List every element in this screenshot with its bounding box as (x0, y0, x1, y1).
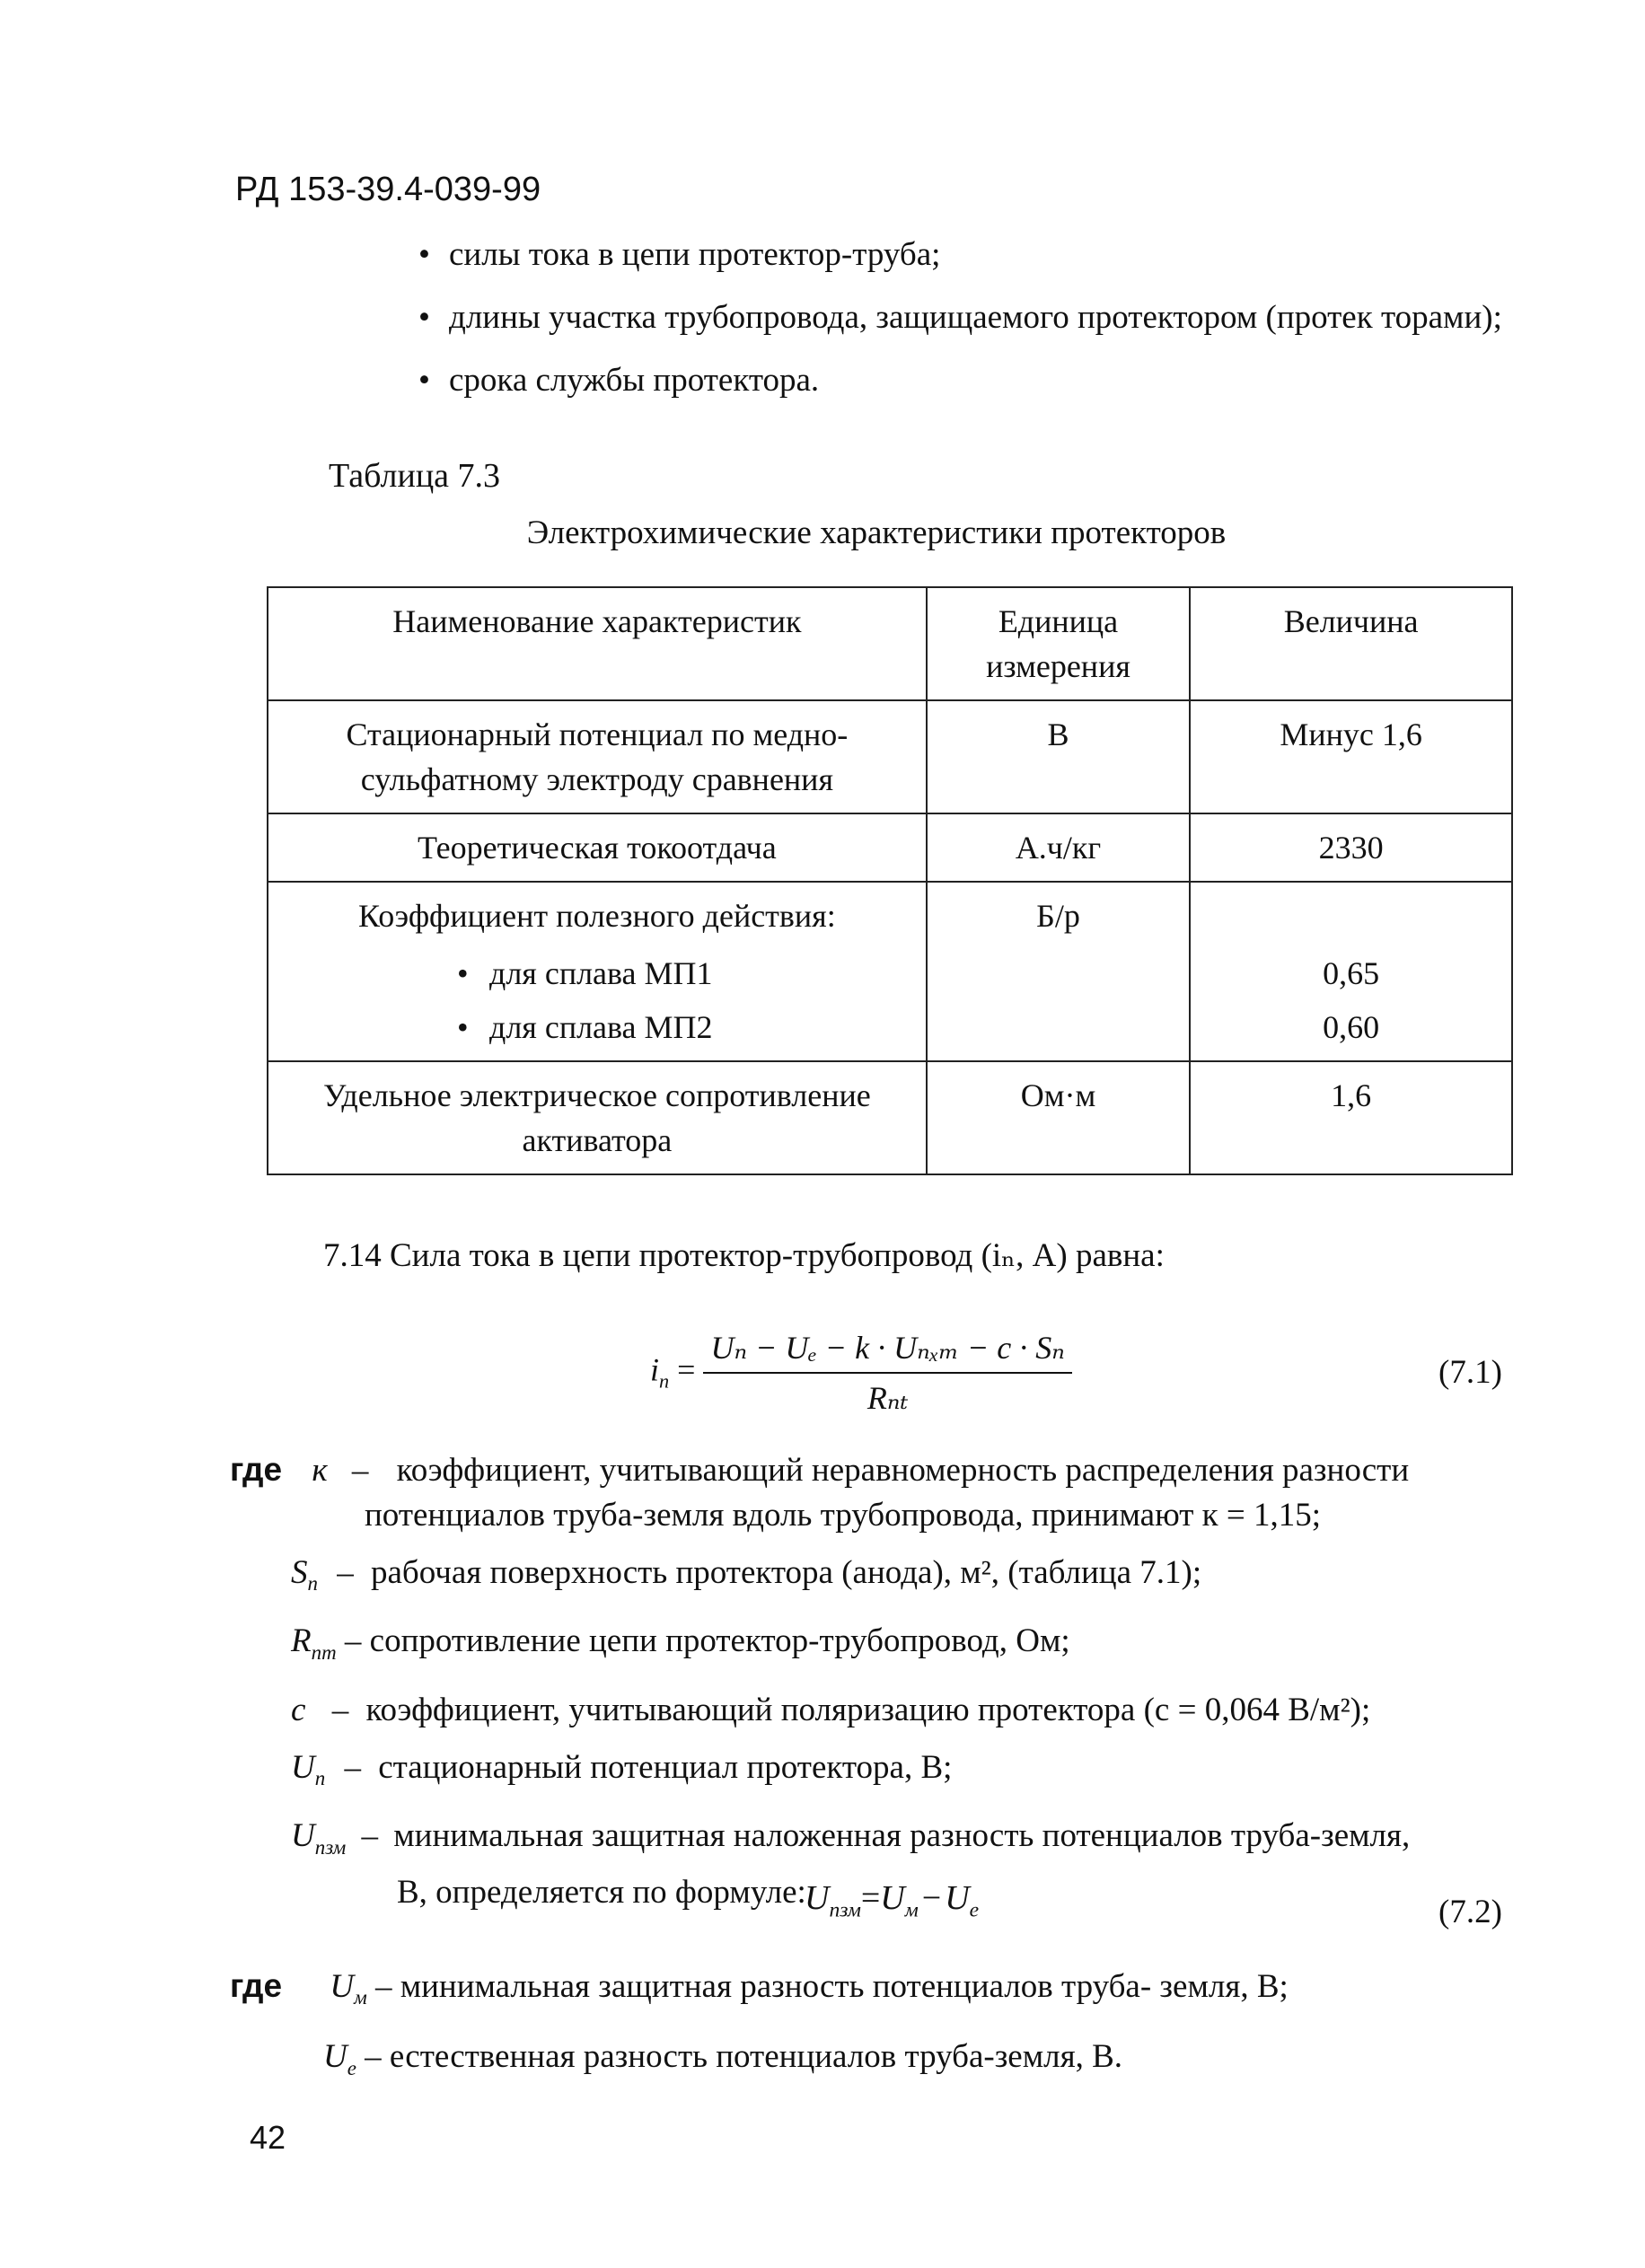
definition-symbol: к (312, 1452, 328, 1489)
formula-term: U (805, 1879, 830, 1917)
fraction-numerator: Uₙ − Uₑ − k · Uₙₓₘ − c · Sₙ (703, 1329, 1071, 1374)
table-cell (268, 882, 927, 1061)
definition-continuation: В, определяется по формуле: (397, 1873, 806, 1911)
table-number: Таблица 7.3 (329, 457, 501, 495)
sub-item: • для сплава МП2 (281, 1005, 913, 1050)
definition-symbol: U (330, 1968, 355, 2005)
table-cell: Б/р (927, 882, 1191, 1061)
definition-dash: – (344, 1748, 361, 1786)
definition-row (230, 1447, 1523, 1538)
table-caption: Электрохимические характеристики протекторов (526, 514, 1227, 551)
definition-dash: – (351, 1452, 369, 1489)
table-cell: Ом·м (927, 1061, 1191, 1174)
definition-row (277, 1551, 1523, 1606)
definition-row (277, 1745, 1523, 1801)
where-label: где (230, 1967, 283, 2004)
definition-symbol: U (323, 2038, 347, 2076)
definition-subscript: е (347, 2056, 356, 2079)
formula-term: U (880, 1879, 905, 1917)
definition-text: коэффициент, учитывающий неравномерность распределения разности (396, 1452, 1410, 1489)
formula-7-2 (805, 1878, 979, 1923)
formula-term-sub: пзм (829, 1898, 861, 1922)
cell-value (1203, 893, 1499, 938)
definition-text: минимальная защитная разность потенциалов труба- земля, В; (400, 1968, 1289, 2005)
definitions-list (230, 1447, 1523, 1928)
table-row (268, 700, 1512, 813)
definition-dash: – (337, 1554, 354, 1591)
bullet-list (418, 232, 1523, 420)
table-row (268, 1061, 1512, 1174)
definition-subscript: пзм (314, 1835, 347, 1859)
sub-value: 0,65 (1323, 955, 1380, 991)
equation-number: (7.2) (1438, 1894, 1502, 1930)
definition-symbol: с (291, 1691, 306, 1728)
where-label: где (230, 1451, 283, 1488)
header-cell: Единица измерения (927, 587, 1191, 700)
definition-dash: – (361, 1817, 378, 1855)
table-cell (1190, 882, 1512, 1061)
definition-symbol: U (291, 1817, 315, 1855)
definition-text: коэффициент, учитывающий поляризацию протектора (с = 0,064 В/м²); (365, 1691, 1371, 1728)
definitions-list-2 (230, 1963, 1523, 2105)
definition-dash: – (331, 1691, 349, 1728)
formula-eq: = (860, 1879, 881, 1917)
definition-symbol: S (291, 1554, 308, 1591)
table-cell: Минус 1,6 (1190, 700, 1512, 813)
definition-continuation: потенциалов труба-земля вдоль трубопровода, принимают к = 1,15; (365, 1497, 1322, 1534)
formula-minus: − (921, 1879, 942, 1917)
definition-text: рабочая поверхность протектора (анода), м², (таблица 7.1); (370, 1554, 1202, 1591)
definition-text: стационарный потенциал протектора, В; (378, 1748, 953, 1786)
definition-dash: – (344, 1622, 362, 1660)
definition-subscript: п (314, 1767, 326, 1790)
header-cell: Величина (1190, 587, 1512, 700)
fraction (703, 1329, 1071, 1417)
table-cell: 1,6 (1190, 1061, 1512, 1174)
definition-text: сопротивление цепи протектор-трубопровод, Ом; (369, 1622, 1070, 1660)
table-cell: Теоретическая токоотдача (268, 813, 927, 882)
definition-text: естественная разность потенциалов труба-земля, В. (389, 2038, 1123, 2076)
formula-term: U (945, 1879, 970, 1917)
table-cell: А.ч/кг (927, 813, 1191, 882)
table-row (268, 813, 1512, 882)
sub-item: • для сплава МП1 (281, 951, 913, 996)
definition-subscript: пт (311, 1640, 337, 1664)
cell-title: Коэффициент полезного действия: (358, 898, 836, 934)
section-7-14: 7.14 Сила тока в цепи протектор-трубопровод (iₙ, А) равна: (323, 1237, 1165, 1274)
characteristics-table (267, 586, 1513, 1175)
definition-subscript: м (354, 1986, 367, 2009)
equation-number: (7.1) (1438, 1354, 1502, 1391)
table-header-row (268, 587, 1512, 700)
formula-lhs: i (650, 1351, 660, 1388)
definition-symbol: R (291, 1622, 312, 1660)
table-cell: В (927, 700, 1191, 813)
definition-row (230, 1963, 1523, 2021)
fraction-denominator: Rₙₜ (866, 1380, 909, 1416)
formula-lhs-sub: п (659, 1369, 670, 1393)
sub-value: 0,60 (1323, 1009, 1380, 1045)
formula-7-1: $i_п$ = $\frac{\text{Uₙ − Uₑ − k · Uₙₓₘ − c · Sₙ}}{\text{Rₙₜ}}$ (650, 1329, 1072, 1417)
table-cell: Стационарный потенциал по медно-сульфатному электроду сравнения (268, 700, 927, 813)
table-cell: 2330 (1190, 813, 1512, 882)
definition-dash: – (365, 2038, 382, 2076)
definition-row (277, 1619, 1523, 1675)
definition-dash: – (374, 1968, 392, 2005)
definition-subscript: п (307, 1572, 318, 1596)
bullet-item: • длины участка трубопровода, защищаемого протектором (протек торами); (418, 294, 1523, 341)
header-cell: Наименование характеристик (268, 587, 927, 700)
definition-text: минимальная защитная наложенная разность потенциалов труба-земля, (393, 1817, 1411, 1855)
formula-term-sub: м (904, 1898, 919, 1922)
definition-row (230, 2034, 1523, 2091)
definition-row (277, 1688, 1523, 1733)
page-number: 42 (250, 2119, 286, 2156)
definition-symbol: U (291, 1748, 315, 1786)
table-row (268, 882, 1512, 1061)
bullet-item: • силы тока в цепи протектор-труба; (418, 232, 1523, 278)
formula-term-sub: е (969, 1898, 980, 1922)
bullet-item: • срока службы протектора. (418, 357, 1523, 404)
document-code: РД 153-39.4-039-99 (235, 171, 541, 208)
table-cell: Удельное электрическое сопротивление активатора (268, 1061, 927, 1174)
